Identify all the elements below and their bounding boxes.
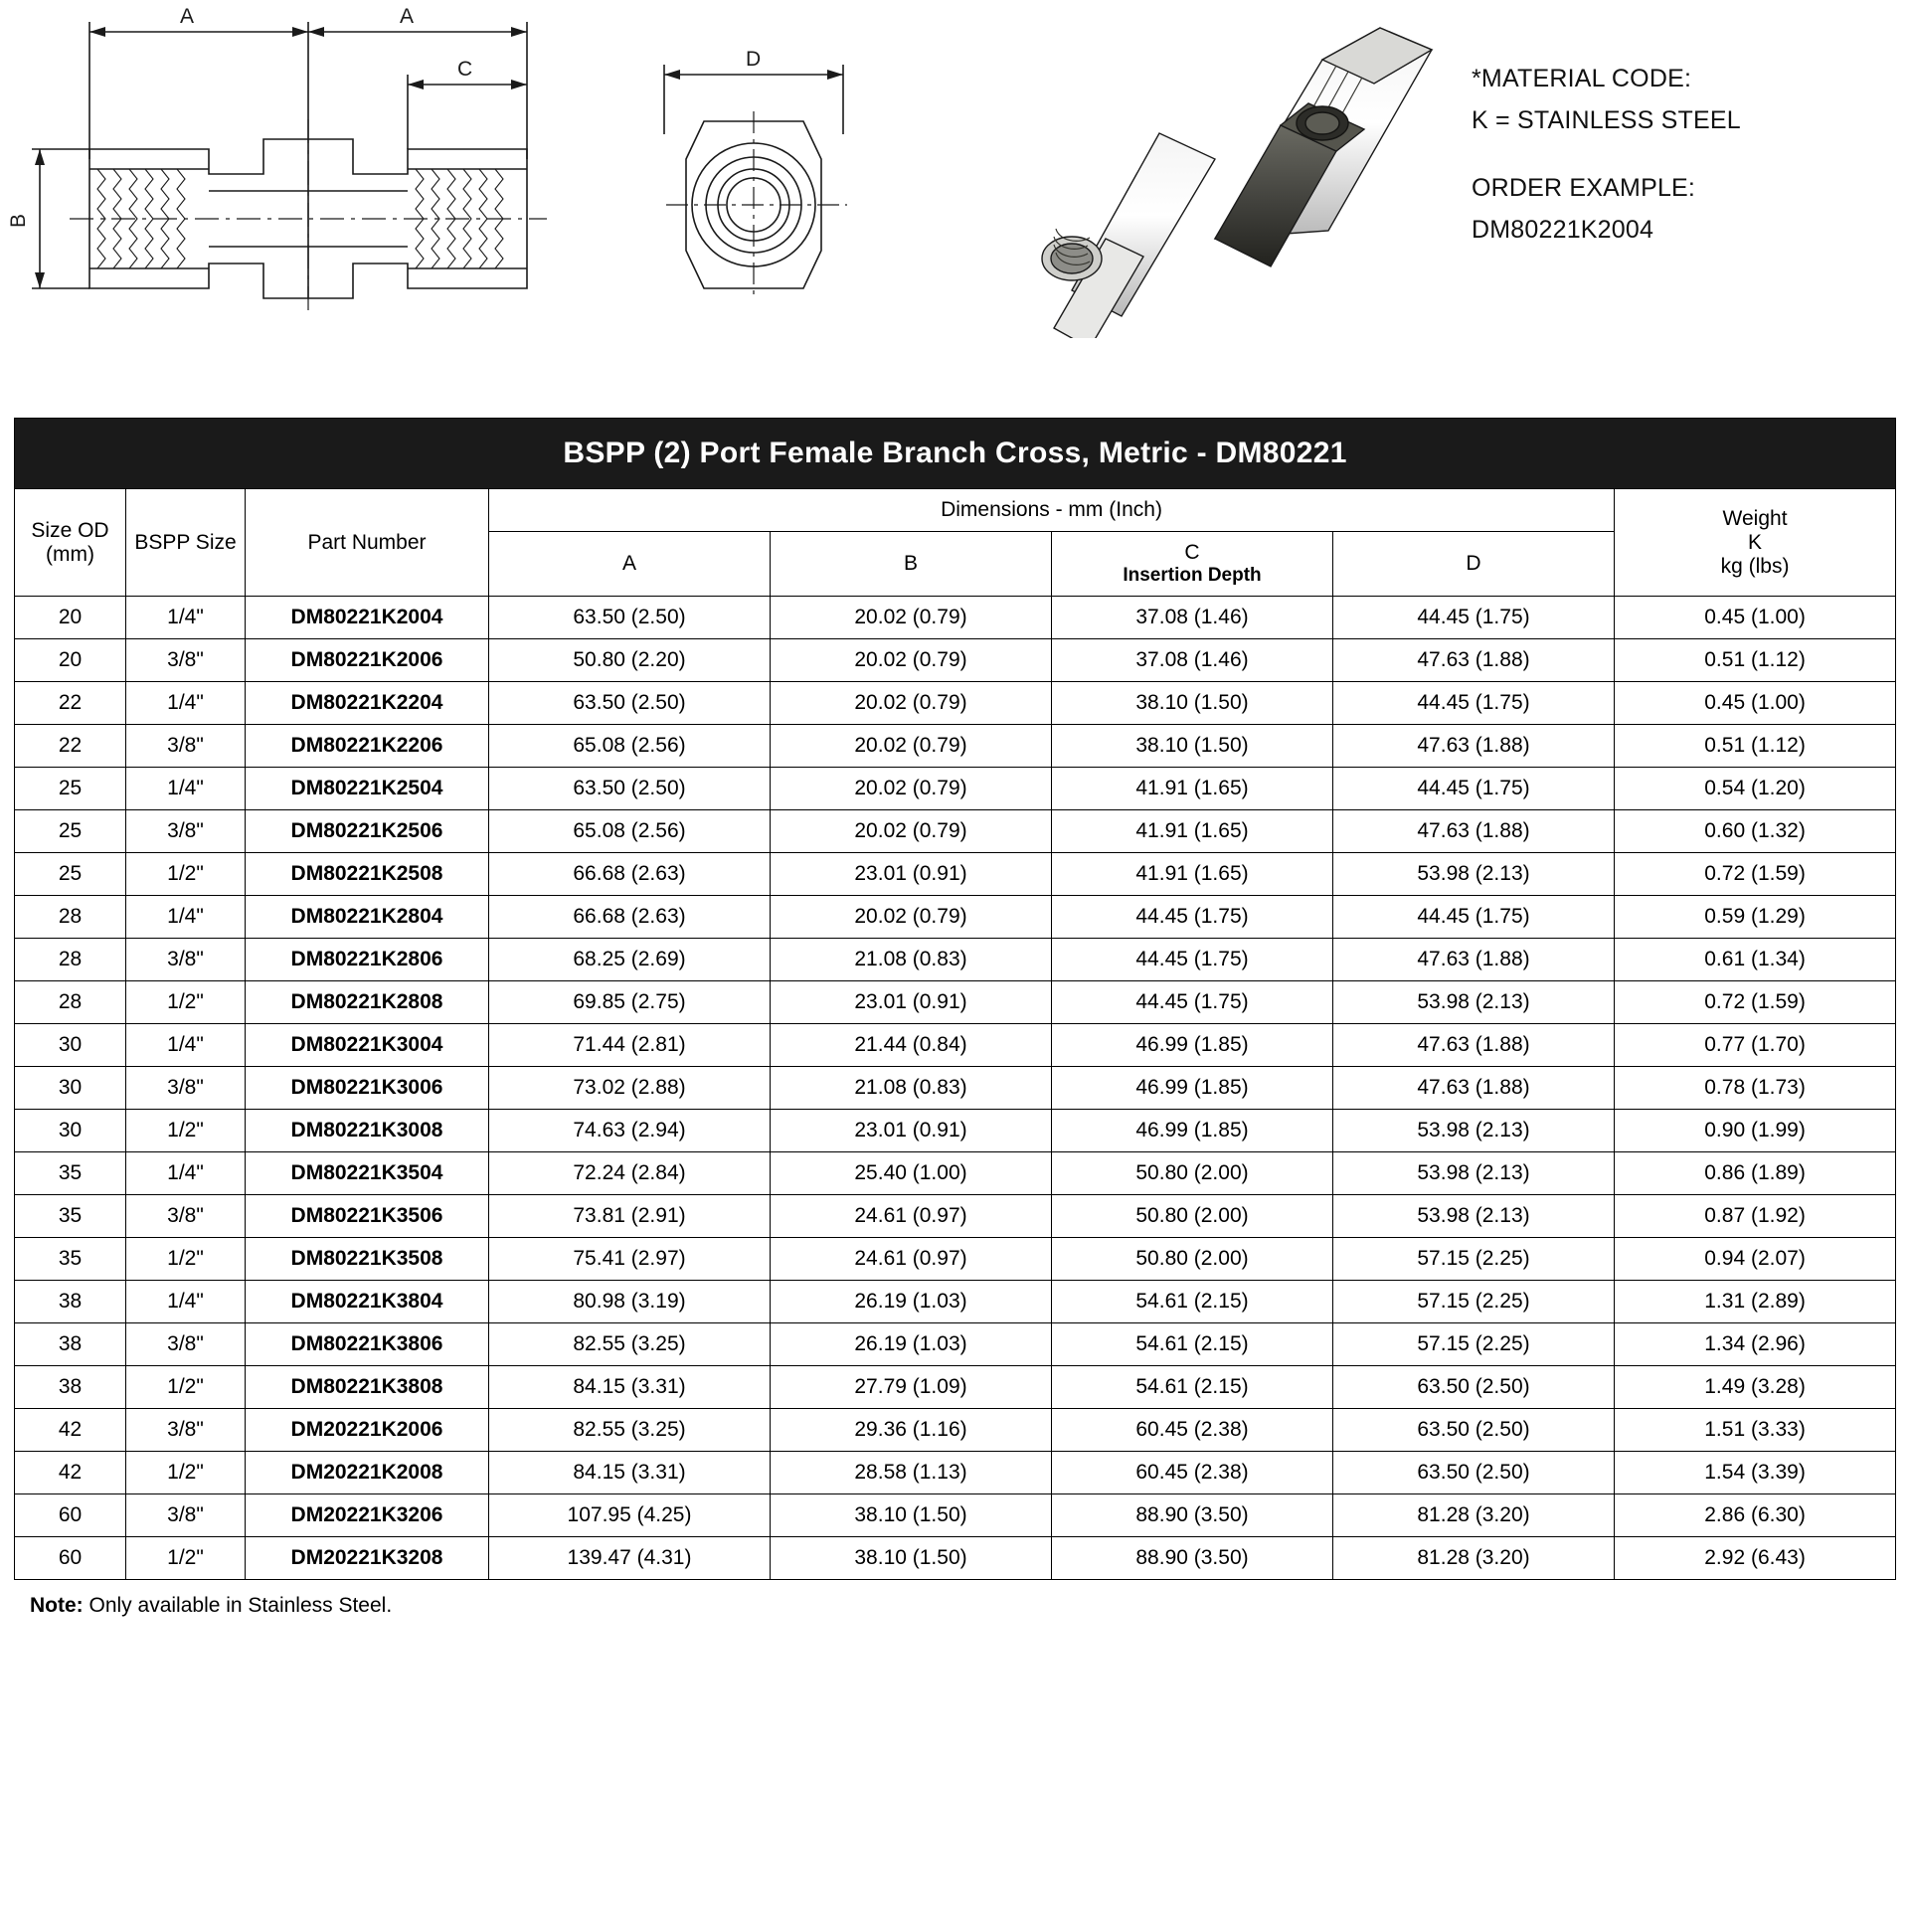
cell-bspp-size: 3/8" [126, 1323, 246, 1366]
dimension-label-a1: A [180, 5, 195, 28]
cell-dim-b: 38.10 (1.50) [771, 1537, 1052, 1580]
header-bspp-size: BSPP Size [126, 489, 246, 597]
cell-dim-d: 53.98 (2.13) [1333, 1110, 1615, 1152]
end-view-drawing [626, 40, 925, 338]
cell-size-od: 60 [15, 1537, 126, 1580]
cell-part-number: DM80221K2508 [246, 853, 489, 896]
table-title: BSPP (2) Port Female Branch Cross, Metric - DM80221 [15, 419, 1896, 489]
cell-bspp-size: 1/2" [126, 981, 246, 1024]
cell-bspp-size: 3/8" [126, 639, 246, 682]
cell-weight: 0.59 (1.29) [1615, 896, 1896, 939]
cell-dim-c: 88.90 (3.50) [1052, 1537, 1333, 1580]
cell-bspp-size: 1/2" [126, 1366, 246, 1409]
table-row [15, 1537, 1896, 1580]
cell-dim-d: 53.98 (2.13) [1333, 981, 1615, 1024]
cell-size-od: 35 [15, 1152, 126, 1195]
cell-dim-c: 41.91 (1.65) [1052, 768, 1333, 810]
cell-part-number: DM80221K3504 [246, 1152, 489, 1195]
cell-dim-d: 53.98 (2.13) [1333, 853, 1615, 896]
table-row [15, 1452, 1896, 1494]
table-row [15, 725, 1896, 768]
cell-dim-d: 81.28 (3.20) [1333, 1537, 1615, 1580]
cell-bspp-size: 3/8" [126, 1409, 246, 1452]
cell-size-od: 25 [15, 768, 126, 810]
cell-weight: 0.51 (1.12) [1615, 725, 1896, 768]
cell-dim-a: 72.24 (2.84) [489, 1152, 771, 1195]
table-row [15, 939, 1896, 981]
cell-dim-c: 38.10 (1.50) [1052, 725, 1333, 768]
cell-dim-a: 74.63 (2.94) [489, 1110, 771, 1152]
cell-dim-d: 57.15 (2.25) [1333, 1323, 1615, 1366]
header-dimensions: Dimensions - mm (Inch) [489, 489, 1615, 532]
table-row [15, 981, 1896, 1024]
cell-dim-d: 44.45 (1.75) [1333, 896, 1615, 939]
cell-weight: 0.72 (1.59) [1615, 853, 1896, 896]
cell-weight: 0.78 (1.73) [1615, 1067, 1896, 1110]
cell-dim-a: 66.68 (2.63) [489, 853, 771, 896]
cell-weight: 0.77 (1.70) [1615, 1024, 1896, 1067]
cell-dim-c: 50.80 (2.00) [1052, 1238, 1333, 1281]
diagram-area [0, 0, 1909, 418]
cell-weight: 0.72 (1.59) [1615, 981, 1896, 1024]
material-code-title: *MATERIAL CODE: [1472, 65, 1692, 92]
cell-dim-a: 75.41 (2.97) [489, 1238, 771, 1281]
cell-part-number: DM20221K2006 [246, 1409, 489, 1452]
cell-dim-d: 44.45 (1.75) [1333, 768, 1615, 810]
cell-size-od: 28 [15, 939, 126, 981]
cell-part-number: DM80221K2806 [246, 939, 489, 981]
cell-dim-c: 38.10 (1.50) [1052, 682, 1333, 725]
cell-weight: 1.34 (2.96) [1615, 1323, 1896, 1366]
table-body [15, 597, 1896, 1580]
dimension-label-b: B [7, 213, 31, 229]
cell-dim-a: 66.68 (2.63) [489, 896, 771, 939]
cell-weight: 2.86 (6.30) [1615, 1494, 1896, 1537]
table-row [15, 1152, 1896, 1195]
cell-dim-b: 27.79 (1.09) [771, 1366, 1052, 1409]
cell-dim-a: 82.55 (3.25) [489, 1409, 771, 1452]
cell-dim-d: 53.98 (2.13) [1333, 1195, 1615, 1238]
cell-dim-a: 50.80 (2.20) [489, 639, 771, 682]
cell-part-number: DM80221K3808 [246, 1366, 489, 1409]
cell-part-number: DM80221K2506 [246, 810, 489, 853]
cell-dim-c: 46.99 (1.85) [1052, 1024, 1333, 1067]
cell-part-number: DM20221K2008 [246, 1452, 489, 1494]
cell-dim-d: 57.15 (2.25) [1333, 1238, 1615, 1281]
cell-part-number: DM80221K3006 [246, 1067, 489, 1110]
cell-dim-b: 26.19 (1.03) [771, 1323, 1052, 1366]
cell-dim-b: 38.10 (1.50) [771, 1494, 1052, 1537]
cell-size-od: 38 [15, 1281, 126, 1323]
cell-dim-b: 23.01 (0.91) [771, 853, 1052, 896]
cell-dim-b: 29.36 (1.16) [771, 1409, 1052, 1452]
table-row [15, 639, 1896, 682]
header-dim-c: C Insertion Depth [1052, 532, 1333, 597]
cell-size-od: 22 [15, 725, 126, 768]
cell-size-od: 30 [15, 1067, 126, 1110]
cell-dim-a: 107.95 (4.25) [489, 1494, 771, 1537]
cell-part-number: DM80221K2206 [246, 725, 489, 768]
cell-dim-d: 47.63 (1.88) [1333, 810, 1615, 853]
cell-dim-c: 46.99 (1.85) [1052, 1110, 1333, 1152]
cell-weight: 0.90 (1.99) [1615, 1110, 1896, 1152]
cell-weight: 0.54 (1.20) [1615, 768, 1896, 810]
cell-part-number: DM80221K3506 [246, 1195, 489, 1238]
header-row-1 [15, 489, 1896, 532]
cell-part-number: DM80221K3508 [246, 1238, 489, 1281]
cell-weight: 2.92 (6.43) [1615, 1537, 1896, 1580]
cell-dim-b: 26.19 (1.03) [771, 1281, 1052, 1323]
cell-dim-b: 20.02 (0.79) [771, 639, 1052, 682]
side-section-drawing [10, 0, 567, 328]
cell-dim-b: 20.02 (0.79) [771, 725, 1052, 768]
cell-dim-c: 54.61 (2.15) [1052, 1366, 1333, 1409]
cell-dim-b: 23.01 (0.91) [771, 1110, 1052, 1152]
table-row [15, 1281, 1896, 1323]
cell-dim-d: 47.63 (1.88) [1333, 939, 1615, 981]
cell-dim-a: 80.98 (3.19) [489, 1281, 771, 1323]
cell-dim-d: 44.45 (1.75) [1333, 597, 1615, 639]
table-row [15, 1024, 1896, 1067]
cell-dim-c: 37.08 (1.46) [1052, 639, 1333, 682]
cell-weight: 0.51 (1.12) [1615, 639, 1896, 682]
cell-part-number: DM80221K2808 [246, 981, 489, 1024]
cell-weight: 1.31 (2.89) [1615, 1281, 1896, 1323]
cell-part-number: DM20221K3208 [246, 1537, 489, 1580]
cell-size-od: 60 [15, 1494, 126, 1537]
cell-dim-a: 65.08 (2.56) [489, 810, 771, 853]
cell-dim-b: 24.61 (0.97) [771, 1195, 1052, 1238]
cell-bspp-size: 1/4" [126, 1281, 246, 1323]
table-row [15, 810, 1896, 853]
table-row [15, 1238, 1896, 1281]
cell-dim-d: 63.50 (2.50) [1333, 1366, 1615, 1409]
cell-dim-a: 63.50 (2.50) [489, 597, 771, 639]
table-row [15, 1494, 1896, 1537]
cell-dim-d: 53.98 (2.13) [1333, 1152, 1615, 1195]
cell-dim-d: 81.28 (3.20) [1333, 1494, 1615, 1537]
dimension-label-d: D [746, 48, 762, 71]
cell-dim-b: 23.01 (0.91) [771, 981, 1052, 1024]
cell-part-number: DM80221K3008 [246, 1110, 489, 1152]
spec-table [14, 418, 1896, 1580]
cell-size-od: 35 [15, 1195, 126, 1238]
cell-size-od: 25 [15, 810, 126, 853]
order-example-title: ORDER EXAMPLE: [1472, 174, 1696, 202]
cell-weight: 1.51 (3.33) [1615, 1409, 1896, 1452]
table-row [15, 1067, 1896, 1110]
cell-dim-b: 25.40 (1.00) [771, 1152, 1052, 1195]
isometric-product-image [994, 0, 1551, 338]
table-row [15, 1195, 1896, 1238]
cell-dim-d: 63.50 (2.50) [1333, 1452, 1615, 1494]
cell-weight: 1.54 (3.39) [1615, 1452, 1896, 1494]
cell-size-od: 20 [15, 597, 126, 639]
cell-dim-a: 71.44 (2.81) [489, 1024, 771, 1067]
cell-bspp-size: 3/8" [126, 725, 246, 768]
table-title-row [15, 419, 1896, 489]
cell-part-number: DM80221K3004 [246, 1024, 489, 1067]
cell-bspp-size: 3/8" [126, 810, 246, 853]
header-part-number: Part Number [246, 489, 489, 597]
cell-weight: 0.61 (1.34) [1615, 939, 1896, 981]
cell-part-number: DM80221K3804 [246, 1281, 489, 1323]
cell-part-number: DM80221K2204 [246, 682, 489, 725]
cell-dim-d: 63.50 (2.50) [1333, 1409, 1615, 1452]
cell-bspp-size: 1/2" [126, 1238, 246, 1281]
cell-dim-b: 20.02 (0.79) [771, 597, 1052, 639]
material-code-value: K = STAINLESS STEEL [1472, 106, 1741, 134]
cell-dim-b: 24.61 (0.97) [771, 1238, 1052, 1281]
table-footnote [14, 1580, 1895, 1636]
cell-bspp-size: 1/2" [126, 1452, 246, 1494]
cell-dim-c: 44.45 (1.75) [1052, 981, 1333, 1024]
cell-dim-c: 50.80 (2.00) [1052, 1195, 1333, 1238]
cell-part-number: DM80221K3806 [246, 1323, 489, 1366]
cell-size-od: 42 [15, 1409, 126, 1452]
dimension-label-c: C [457, 58, 473, 81]
header-size-od: Size OD (mm) [15, 489, 126, 597]
cell-dim-c: 37.08 (1.46) [1052, 597, 1333, 639]
cell-dim-c: 54.61 (2.15) [1052, 1281, 1333, 1323]
cell-size-od: 30 [15, 1024, 126, 1067]
cell-dim-c: 60.45 (2.38) [1052, 1452, 1333, 1494]
cell-weight: 0.45 (1.00) [1615, 597, 1896, 639]
table-row [15, 1366, 1896, 1409]
cell-weight: 1.49 (3.28) [1615, 1366, 1896, 1409]
cell-weight: 0.94 (2.07) [1615, 1238, 1896, 1281]
cell-bspp-size: 3/8" [126, 1494, 246, 1537]
cell-dim-a: 63.50 (2.50) [489, 768, 771, 810]
cell-bspp-size: 1/4" [126, 1152, 246, 1195]
cell-bspp-size: 1/4" [126, 682, 246, 725]
cell-dim-d: 57.15 (2.25) [1333, 1281, 1615, 1323]
table-row [15, 1409, 1896, 1452]
cell-part-number: DM20221K3206 [246, 1494, 489, 1537]
cell-dim-b: 21.08 (0.83) [771, 939, 1052, 981]
cell-dim-c: 41.91 (1.65) [1052, 853, 1333, 896]
cell-dim-a: 69.85 (2.75) [489, 981, 771, 1024]
dimension-label-a2: A [400, 5, 415, 28]
table-row [15, 682, 1896, 725]
cell-bspp-size: 1/4" [126, 896, 246, 939]
material-order-note [1472, 58, 1741, 251]
cell-bspp-size: 1/2" [126, 853, 246, 896]
cell-bspp-size: 3/8" [126, 1067, 246, 1110]
cell-bspp-size: 1/4" [126, 597, 246, 639]
table-row [15, 853, 1896, 896]
table-row [15, 768, 1896, 810]
footnote-label: Note: [30, 1594, 84, 1617]
cell-dim-c: 41.91 (1.65) [1052, 810, 1333, 853]
cell-dim-c: 50.80 (2.00) [1052, 1152, 1333, 1195]
cell-bspp-size: 3/8" [126, 1195, 246, 1238]
cell-dim-a: 73.02 (2.88) [489, 1067, 771, 1110]
cell-part-number: DM80221K2006 [246, 639, 489, 682]
table-row [15, 1110, 1896, 1152]
cell-dim-a: 63.50 (2.50) [489, 682, 771, 725]
spec-table-wrapper [0, 418, 1909, 1636]
cell-size-od: 42 [15, 1452, 126, 1494]
cell-bspp-size: 3/8" [126, 939, 246, 981]
cell-dim-b: 20.02 (0.79) [771, 682, 1052, 725]
cell-dim-d: 47.63 (1.88) [1333, 1024, 1615, 1067]
cell-dim-c: 46.99 (1.85) [1052, 1067, 1333, 1110]
cell-size-od: 25 [15, 853, 126, 896]
cell-size-od: 38 [15, 1323, 126, 1366]
cell-dim-a: 65.08 (2.56) [489, 725, 771, 768]
cell-dim-b: 21.44 (0.84) [771, 1024, 1052, 1067]
header-weight: Weight K kg (lbs) [1615, 489, 1896, 597]
cell-dim-c: 60.45 (2.38) [1052, 1409, 1333, 1452]
cell-part-number: DM80221K2504 [246, 768, 489, 810]
table-row [15, 896, 1896, 939]
header-dim-d: D [1333, 532, 1615, 597]
cell-dim-c: 54.61 (2.15) [1052, 1323, 1333, 1366]
cell-size-od: 35 [15, 1238, 126, 1281]
cell-dim-d: 47.63 (1.88) [1333, 1067, 1615, 1110]
cell-dim-b: 20.02 (0.79) [771, 768, 1052, 810]
cell-dim-b: 21.08 (0.83) [771, 1067, 1052, 1110]
cell-size-od: 28 [15, 981, 126, 1024]
cell-part-number: DM80221K2804 [246, 896, 489, 939]
cell-dim-d: 47.63 (1.88) [1333, 725, 1615, 768]
cell-dim-b: 20.02 (0.79) [771, 810, 1052, 853]
cell-weight: 0.45 (1.00) [1615, 682, 1896, 725]
cell-weight: 0.60 (1.32) [1615, 810, 1896, 853]
cell-part-number: DM80221K2004 [246, 597, 489, 639]
cell-bspp-size: 1/2" [126, 1110, 246, 1152]
cell-dim-d: 44.45 (1.75) [1333, 682, 1615, 725]
cell-dim-a: 84.15 (3.31) [489, 1366, 771, 1409]
cell-size-od: 28 [15, 896, 126, 939]
cell-bspp-size: 1/2" [126, 1537, 246, 1580]
cell-weight: 0.86 (1.89) [1615, 1152, 1896, 1195]
cell-dim-b: 20.02 (0.79) [771, 896, 1052, 939]
cell-dim-c: 88.90 (3.50) [1052, 1494, 1333, 1537]
cell-dim-b: 28.58 (1.13) [771, 1452, 1052, 1494]
header-dim-b: B [771, 532, 1052, 597]
header-dim-a: A [489, 532, 771, 597]
cell-dim-d: 47.63 (1.88) [1333, 639, 1615, 682]
cell-size-od: 38 [15, 1366, 126, 1409]
cell-dim-a: 84.15 (3.31) [489, 1452, 771, 1494]
cell-bspp-size: 1/4" [126, 768, 246, 810]
cell-dim-a: 73.81 (2.91) [489, 1195, 771, 1238]
cell-dim-a: 82.55 (3.25) [489, 1323, 771, 1366]
cell-size-od: 20 [15, 639, 126, 682]
table-row [15, 597, 1896, 639]
cell-dim-c: 44.45 (1.75) [1052, 939, 1333, 981]
cell-dim-a: 139.47 (4.31) [489, 1537, 771, 1580]
table-row [15, 1323, 1896, 1366]
order-example-value: DM80221K2004 [1472, 216, 1654, 244]
cell-size-od: 22 [15, 682, 126, 725]
footnote-text: Only available in Stainless Steel. [83, 1594, 393, 1617]
cell-bspp-size: 1/4" [126, 1024, 246, 1067]
cell-dim-c: 44.45 (1.75) [1052, 896, 1333, 939]
cell-dim-a: 68.25 (2.69) [489, 939, 771, 981]
cell-weight: 0.87 (1.92) [1615, 1195, 1896, 1238]
cell-size-od: 30 [15, 1110, 126, 1152]
